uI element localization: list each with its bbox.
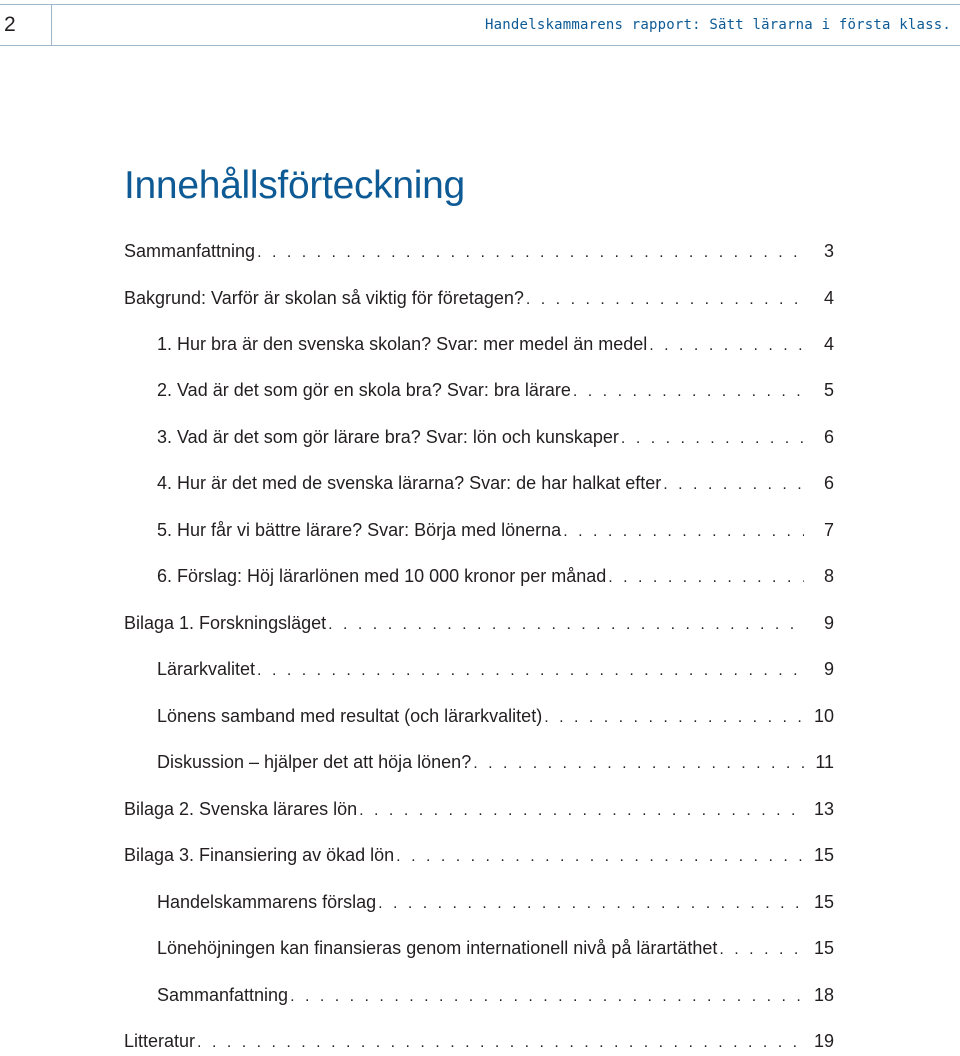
toc-entry-label: 6. Förslag: Höj lärarlönen med 10 000 kronor per månad [157, 566, 607, 586]
toc-leader [663, 472, 804, 498]
toc-leader [608, 565, 804, 591]
toc-entry-label: Sammanfattning [157, 985, 289, 1005]
toc-entry-page: 10 [813, 706, 834, 726]
toc-leader [396, 844, 804, 870]
toc-entry-label: Bakgrund: Varför är skolan så viktig för företagen? [124, 288, 524, 308]
toc-entry-label: Lärarkvalitet [157, 659, 256, 679]
toc-entry-label: 2. Vad är det som gör en skola bra? Svar: bra lärare [157, 380, 571, 400]
toc-leader [328, 612, 804, 638]
toc-entry-label: Bilaga 1. Forskningsläget [124, 613, 327, 633]
toc-entry[interactable] [157, 377, 834, 403]
toc-entry-label: Handelskammarens förslag [157, 892, 377, 912]
toc-entry-page: 8 [823, 566, 834, 586]
toc-entry[interactable] [157, 749, 834, 775]
toc-entry[interactable] [124, 238, 834, 264]
toc-entry[interactable] [157, 517, 834, 543]
toc-leader [719, 937, 804, 963]
toc-entry-page: 9 [823, 659, 834, 679]
toc-leader [649, 333, 804, 359]
toc-leader [257, 658, 804, 684]
toc-entry-label: Sammanfattning [124, 241, 256, 261]
toc-leader [197, 1030, 804, 1056]
toc-entry-label: Bilaga 3. Finansiering av ökad lön [124, 845, 395, 865]
toc-leader [573, 379, 804, 405]
toc-leader [563, 519, 804, 545]
toc-entry[interactable] [124, 796, 834, 822]
running-head: Handelskammarens rapport: Sätt lärarna i första klass. [485, 17, 951, 33]
toc-leader [621, 426, 804, 452]
toc-entry-page: 13 [813, 799, 834, 819]
toc-entry[interactable] [124, 842, 834, 868]
toc-entry[interactable] [157, 563, 834, 589]
toc-entry-label: Lönehöjningen kan finansieras genom internationell nivå på lärartäthet [157, 938, 718, 958]
toc-entry-page: 3 [823, 241, 834, 261]
toc-entry[interactable] [124, 1028, 834, 1054]
toc-leader [378, 891, 804, 917]
toc-leader [473, 751, 804, 777]
page-title: Innehållsförteckning [124, 164, 465, 207]
toc-entry-page: 19 [813, 1031, 834, 1051]
toc-entry[interactable] [157, 935, 834, 961]
toc-entry[interactable] [124, 285, 834, 311]
toc-entry-page: 18 [813, 985, 834, 1005]
toc-entry-label: 5. Hur får vi bättre lärare? Svar: Börja med lönerna [157, 520, 562, 540]
toc-entry-page: 15 [813, 938, 834, 958]
toc-entry-page: 4 [823, 288, 834, 308]
toc-entry-page: 6 [823, 427, 834, 447]
toc-leader [257, 240, 804, 266]
toc-entry[interactable] [157, 889, 834, 915]
page-number: 2 [0, 5, 52, 45]
toc-entry-page: 11 [815, 752, 834, 772]
toc-entry[interactable] [124, 610, 834, 636]
toc-entry-page: 15 [813, 892, 834, 912]
toc-entry[interactable] [157, 470, 834, 496]
toc-entry-page: 4 [823, 334, 834, 354]
toc-entry-label: Litteratur [124, 1031, 196, 1051]
toc-leader [544, 705, 804, 731]
toc-leader [290, 984, 804, 1010]
toc-leader [526, 287, 804, 313]
toc-entry[interactable] [157, 656, 834, 682]
toc-entry-label: 4. Hur är det med de svenska lärarna? Svar: de har halkat efter [157, 473, 662, 493]
toc-entry[interactable] [157, 331, 834, 357]
toc-entry-label: Bilaga 2. Svenska lärares lön [124, 799, 358, 819]
toc-entry-page: 6 [823, 473, 834, 493]
toc-entry[interactable] [157, 703, 834, 729]
toc-entry-label: 3. Vad är det som gör lärare bra? Svar: lön och kunskaper [157, 427, 619, 447]
toc-entry-label: Lönens samband med resultat (och lärarkvalitet) [157, 706, 543, 726]
toc-entry[interactable] [157, 424, 834, 450]
toc-leader [359, 798, 804, 824]
toc-entry-page: 7 [823, 520, 834, 540]
toc-entry-label: 1. Hur bra är den svenska skolan? Svar: mer medel än medel [157, 334, 648, 354]
toc-entry-page: 5 [823, 380, 834, 400]
toc-entry-page: 15 [813, 845, 834, 865]
toc-entry-label: Diskussion – hjälper det att höja lönen? [157, 752, 472, 772]
toc-entry[interactable] [157, 982, 834, 1008]
toc-entry-page: 9 [823, 613, 834, 633]
